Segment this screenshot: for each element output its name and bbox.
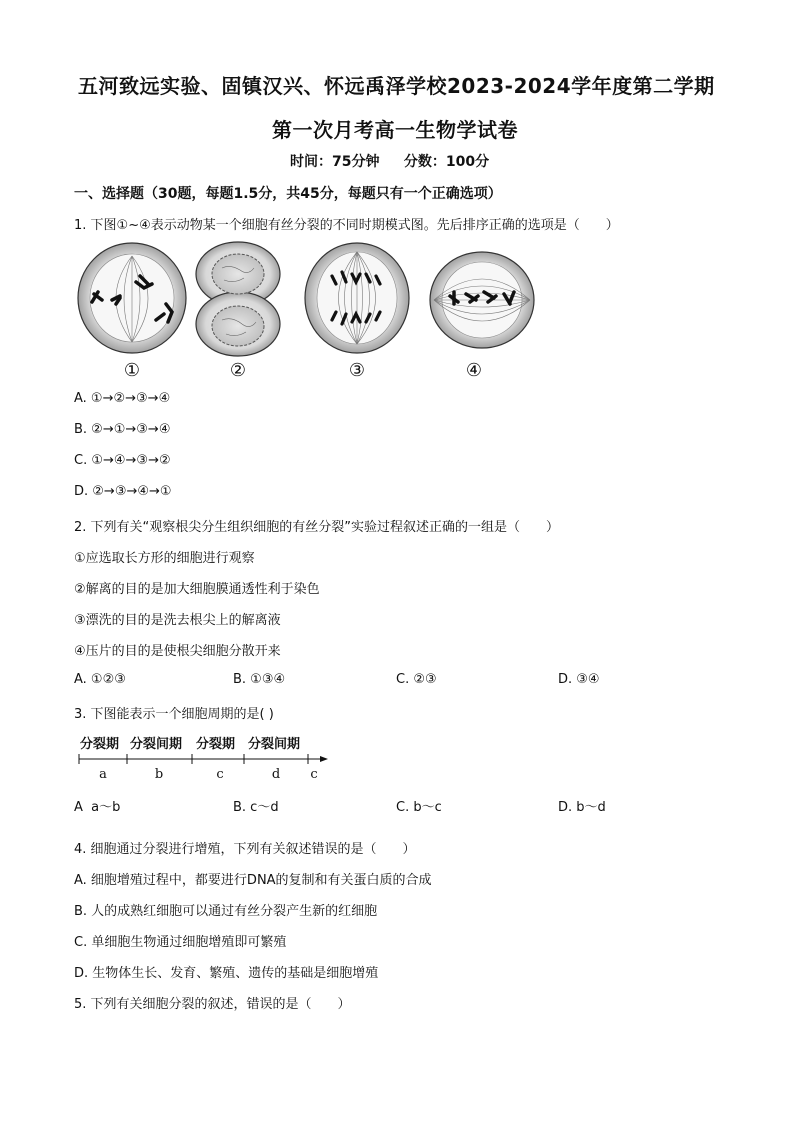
- figure-label-1: ①: [123, 360, 141, 381]
- q2-statement-4: ④压片的目的是使根尖细胞分散开来: [74, 644, 281, 659]
- q1-option-b[interactable]: B. ②→①→③→④: [74, 422, 171, 437]
- timeline-letter-b: b: [154, 767, 164, 782]
- timeline-letter-c: c: [216, 767, 224, 782]
- q3-option-a[interactable]: A a～b: [74, 800, 121, 815]
- q3-cell-cycle-timeline: [74, 732, 336, 784]
- cell-1-prophase: [78, 243, 186, 353]
- q3-option-d[interactable]: D. b～d: [558, 800, 606, 815]
- figure-label-2: ②: [229, 360, 247, 381]
- figure-label-3: ③: [348, 360, 366, 381]
- q4-option-a[interactable]: A. 细胞增殖过程中，都要进行DNA的复制和有关蛋白质的合成: [74, 873, 432, 888]
- q1-option-d[interactable]: D. ②→③→④→①: [74, 484, 172, 499]
- q1-stem: 1. 下图①~④表示动物某一个细胞有丝分裂的不同时期模式图。先后排序正确的选项是（ ）: [74, 218, 619, 233]
- q2-option-b[interactable]: B. ①③④: [233, 672, 286, 687]
- q3-stem: 3. 下图能表示一个细胞周期的是( ): [74, 707, 274, 722]
- q2-option-a[interactable]: A. ①②③: [74, 672, 126, 687]
- timeline-phase-2: 分裂间期: [130, 737, 183, 752]
- q2-option-c[interactable]: C. ②③: [396, 672, 437, 687]
- q3-option-c[interactable]: C. b～c: [396, 800, 442, 815]
- timeline-phase-4: 分裂间期: [248, 737, 301, 752]
- timeline-phase-3: 分裂期: [196, 737, 236, 752]
- q5-stem: 5. 下列有关细胞分裂的叙述，错误的是（ ）: [74, 997, 351, 1012]
- timeline-letter-c2: c: [310, 767, 318, 782]
- exam-title-line1: 五河致远实验、固镇汉兴、怀远禹泽学校2023-2024学年度第二学期: [78, 74, 715, 98]
- cell-3-anaphase: [305, 243, 409, 353]
- q2-stem: 2. 下列有关“观察根尖分生组织细胞的有丝分裂”实验过程叙述正确的一组是（ ）: [74, 520, 560, 535]
- q1-mitosis-figure: [70, 238, 550, 384]
- q1-option-c[interactable]: C. ①→④→③→②: [74, 453, 171, 468]
- exam-title-line2: 第一次月考高一生物学试卷: [272, 118, 518, 142]
- q2-statement-3: ③漂洗的目的是洗去根尖上的解离液: [74, 613, 281, 628]
- timeline-phase-1: 分裂期: [80, 737, 120, 752]
- section-heading: 一、选择题（30题，每题1.5分，共45分，每题只有一个正确选项）: [74, 186, 502, 202]
- q2-option-d[interactable]: D. ③④: [558, 672, 600, 687]
- q3-option-b[interactable]: B. c～d: [233, 800, 279, 815]
- exam-meta: 时间：75分钟 分数：100分: [290, 154, 490, 170]
- timeline-letter-a: a: [99, 767, 107, 782]
- q4-stem: 4. 细胞通过分裂进行增殖，下列有关叙述错误的是（ ）: [74, 842, 416, 857]
- timeline-letter-d: d: [271, 767, 281, 782]
- cell-4-metaphase: [430, 252, 534, 348]
- q1-option-a[interactable]: A. ①→②→③→④: [74, 391, 171, 406]
- q2-statement-1: ①应选取长方形的细胞进行观察: [74, 551, 255, 566]
- q4-option-c[interactable]: C. 单细胞生物通过细胞增殖即可繁殖: [74, 935, 287, 950]
- q4-option-d[interactable]: D. 生物体生长、发育、繁殖、遗传的基础是细胞增殖: [74, 966, 379, 981]
- q2-statement-2: ②解离的目的是加大细胞膜通透性利于染色: [74, 582, 320, 597]
- cell-2-telophase: [196, 242, 280, 356]
- q4-option-b[interactable]: B. 人的成熟红细胞可以通过有丝分裂产生新的红细胞: [74, 904, 378, 919]
- figure-label-4: ④: [465, 360, 483, 381]
